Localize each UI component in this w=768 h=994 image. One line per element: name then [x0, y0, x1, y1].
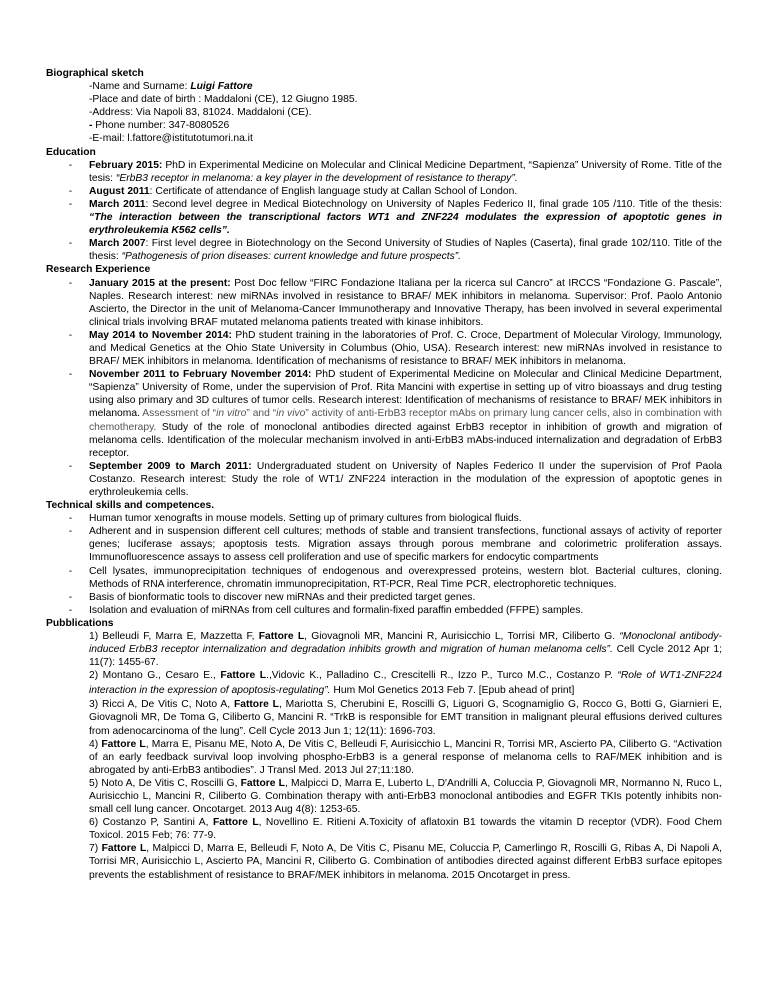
education-item: - August 2011: Certificate of attendance of English language study at Callan School of London. — [68, 185, 518, 197]
education-title: “ErbB3 receptor in melanoma: a key player in the development of resistance to therapy”. — [115, 172, 518, 184]
birth-line: -Place and date of birth : Maddaloni (CE), 12 Giugno 1985. — [89, 94, 358, 106]
education-date: August 2011 — [89, 185, 150, 197]
name-line — [46, 80, 722, 93]
bio-section — [46, 67, 722, 146]
skill-item: - Adherent and in suspension different cell cultures; methods of stable and transient transfections, functional assays of activity of reporter genes; luciferase assays; apoptosis tests. Migration assays through porous membrane and colorimetric proliferation assays. Immunofluorescence assays to assess cell proliferation and use of specific markers for endocytic compartments — [68, 526, 722, 564]
education-title: “Pathogenesis of prion diseases: current knowledge and future prospects”. — [121, 251, 462, 263]
research-date: September 2009 to March 2011: — [89, 460, 252, 472]
phone-line — [46, 119, 722, 132]
phone-dash: - — [89, 120, 96, 132]
skills-heading: Technical skills and competences. — [46, 500, 215, 512]
education-text: : First level degree in Biotechnology on the Second University of Studies of Naples (Caserta), final grade 102/110. Title of the thesis: — [89, 238, 722, 263]
skills-section — [46, 499, 722, 617]
education-date: February 2015: — [89, 159, 163, 171]
research-gray-text: Assessment of “in vitro” and “in vivo” activity of anti-ErbB3 receptor mAbs on primary lung cancer cells, also in combination with chemotherapy. — [89, 408, 722, 433]
research-section — [46, 263, 722, 499]
publication-item: 7) Fattore L, Malpicci D, Marra E, Belleudi F, Noto A, De Vitis C, Pisanu ME, Coluccia P, Camerlingo R, Roscilli G, Ribas A, Di Napoli A, Torrisi MR, Aurisicchio L, Ascierto PA, Mancini R, Ciliberto G. Combination of antibodies directed against different ErbB3 surface epitopes prevents the establishment of resistance to BRAF/MEK inhibitors in melanoma. 2015 Oncotarget in press. — [89, 843, 722, 881]
publication-item: 5) Noto A, De Vitis C, Roscilli G, Fattore L, Malpicci D, Marra E, Luberto L, D'Andrilli A, Coluccia P, Giovagnoli MR, Normanno N, Ruco L, Aurisicchio L, Mancini R, Ciliberto G. Combination therapy with anti-ErbB3 monoclonal antibodies and EGFR TKIs potently inhibits non-small cell lung cancer. Oncotarget. 2013 Aug 4(8): 1253-65. — [89, 777, 722, 816]
research-text: Undergraduated student on University of Naples Federico II under the supervision of Prof Paola Costanzo. Research interest: Study the role of WT1/ ZNF224 interaction in the modulation of the expression of apoptotic genes in erythroleukemia cells. — [89, 460, 722, 498]
publications-heading: Pubblications — [46, 617, 114, 629]
name-label: -Name and Surname: — [89, 81, 191, 93]
publication-item: 2) Montano G., Cesaro E., Fattore L.,Vidovic K., Palladino C., Crescitelli R., Izzo P., Turco M.C., Costanzo P. “Role of WT1-ZNF224 interaction in the expression of apoptosis-regulating”. Hum Mol Genetics 2013 Feb 7. [Epub ahead of print] — [89, 670, 722, 696]
publication-item: 3) Ricci A, De Vitis C, Noto A, Fattore L, Mariotta S, Cherubini E, Roscilli G, Liguori G, Scognamiglio G, Rocco G, Botti G, Giarnieri E, Giovagnoli MR, De Toma G, Ciliberto G, Mancini R. “TrkB is responsible for EMT transition in malignant pleural effusions derived cultures from adenocarcinoma of the lung”. Cell Cycle 2013 Jun 1; 12(11): 1696-703. — [89, 699, 722, 737]
education-text: : Second level degree in Medical Biotechnology on University of Naples Federico II, final grade 105 /110. Title of the thesis: — [145, 198, 722, 210]
education-text: : Certificate of attendance of English language study at Callan School of London. — [149, 185, 518, 197]
research-item: - September 2009 to March 2011: Undergraduated student on University of Naples Federico II under the supervision of Prof Paola Costanzo. Research interest: Study the role of WT1/ ZNF224 interaction in the modulation of the expression of apoptotic genes in erythroleukemia cells. — [68, 460, 722, 498]
research-text: Post Doc fellow “FIRC Fondazione Italiana per la ricerca sul Cancro” at IRCCS “Fondazione G. Pascale”, Naples. Research interest: new miRNAs involved in resistance to BRAF/ MEK inhibitors in melanoma. Supervisor: Prof. Paolo Antonio Ascierto, the Director in the unit of Melanoma-Cancer Immunotherapy and Innovative Therapy, has been involved in several experimental clinical trials involving BRAF mutated melanoma patients treated with kinase inhibitors. — [89, 277, 722, 328]
publication-item: 6) Costanzo P, Santini A, Fattore L, Novellino E. Ritieni A.Toxicity of aflatoxin B1 towards the vitamin D receptor (VDR). Food Chem Toxicol. 2015 Feb; 76: 77-9. — [89, 817, 722, 842]
education-date: March 2011 — [89, 198, 146, 210]
research-item: - January 2015 at the present: Post Doc fellow “FIRC Fondazione Italiana per la ricerca sul Cancro” at IRCCS “Fondazione G. Pascale”, Naples. Research interest: new miRNAs involved in resistance to BRAF/ MEK inhibitors in melanoma. Supervisor: Prof. Paolo Antonio Ascierto, the Director in the unit of Melanoma-Cancer Immunotherapy and Innovative Therapy, has been involved in several experimental clinical trials involving BRAF mutated melanoma patients treated with kinase inhibitors. — [68, 277, 722, 328]
research-date: January 2015 at the present: — [89, 277, 231, 289]
research-date: May 2014 to November 2014: — [89, 329, 232, 341]
publication-item: 4) Fattore L, Marra E, Pisanu ME, Noto A, De Vitis C, Belleudi F, Aurisicchio L, Mancini R, Torrisi MR, Ascierto PA, Ciliberto G. “Activation of an early feedback survival loop involving phospho-ErbB3 is a general response of melanoma cells to RAF/MEK inhibition and is abrogated by anti-ErbB3 antibodies”. J Transl Med. 2013 Jul 27;11:180. — [89, 738, 722, 776]
research-text: Study of the role of monoclonal antibodies directed against ErbB3 receptor in inhibition of growth and migration of melanoma cells. Identification of the molecular mechanism involved in anti-ErbB3 mAbs-induced internalization and degradation of ErbB3 receptor. — [89, 421, 722, 459]
education-text: PhD in Experimental Medicine on Molecular and Clinical Medicine Department, “Sapienza” University of Rome. Title of the tesis: — [89, 159, 722, 184]
person-name: Luigi Fattore — [190, 81, 253, 93]
education-title: “The interaction between the transcriptional factors WT1 and ZNF224 modulates the expression of apoptotic genes in erythroleukemia K562 cells”. — [89, 212, 722, 237]
publications-section — [46, 617, 722, 882]
publication-item: 1) Belleudi F, Marra E, Mazzetta F, Fattore L, Giovagnoli MR, Mancini R, Aurisicchio L, Torrisi MR, Ciliberto G. “Monoclonal antibody-induced ErbB3 receptor internalization and degradation inhibits growth and migration of human melanoma cells”. Cell Cycle 2012 Apr 1; 11(7): 1455-67. — [89, 631, 723, 669]
education-date: March 2007 — [89, 238, 146, 250]
research-text: PhD student of Experimental Medicine on Molecular and Clinical Medicine Department, “Sapienza” University of Rome, under the supervision of Prof. Rita Mancini with expertise in setting up of vitro bioassays and drug testing using also primary and 3D cultures of tumor cells. Research interest: Identification of mechanisms of resistance to BRAF/ MEK inhibitors in melanoma. — [89, 369, 722, 420]
research-date: November 2011 to February November 2014: — [89, 369, 312, 381]
skill-item: - Human tumor xenografts in mouse models. Setting up of primary cultures from biological fluids. — [68, 513, 522, 525]
research-text: PhD student training in the laboratories of Prof. C. Croce, Department of Molecular Virology, Immunology, and Medical Genetics at the Ohio State University in Columbus (Ohio, USA). Research interest: new miRNAs involved in resistance to BRAF/ MEK inhibitors in melanoma. Identification of mechanisms of resistance to BRAF/ MEK inhibitors in melanoma. — [89, 329, 722, 368]
skill-item: - Cell lysates, immunoprecipitation techniques of endogenous and overexpressed proteins, western blot. Bacterial cultures, cloning. Methods of RNA interference, chromatin immunoprecipitation, RT-PCR, Real Time PCR, electrophoretic techniques. — [68, 565, 722, 590]
research-heading: Research Experience — [46, 264, 151, 276]
address-line: -Address: Via Napoli 83, 81024. Maddaloni (CE). — [89, 107, 312, 119]
education-item: - March 2007: First level degree in Biotechnology on the Second University of Studies of Naples (Caserta), final grade 102/110. Title of the thesis: “Pathogenesis of prion diseases: current knowledge and future prospects”. — [68, 238, 722, 263]
research-item: - May 2014 to November 2014: PhD student training in the laboratories of Prof. C. Croce, Department of Molecular Virology, Immunology, and Medical Genetics at the Ohio State University in Columbus (Ohio, USA). Research interest: new miRNAs involved in resistance to BRAF/ MEK inhibitors in melanoma. Identification of mechanisms of resistance to BRAF/ MEK inhibitors in melanoma. — [68, 329, 722, 368]
education-item: - February 2015: PhD in Experimental Medicine on Molecular and Clinical Medicine Department, “Sapienza” University of Rome. Title of the tesis: “ErbB3 receptor in melanoma: a key player in the development of resistance to therapy”. — [68, 159, 722, 184]
phone-number: Phone number: 347-8080526 — [95, 120, 230, 132]
bio-heading: Biographical sketch — [46, 68, 144, 79]
education-section — [46, 146, 722, 264]
education-heading: Education — [46, 146, 96, 158]
skill-item: - Basis of bionformatic tools to discover new miRNAs and their predicted target genes. — [68, 591, 476, 603]
skill-item: - Isolation and evaluation of miRNAs from cell cultures and formalin-fixed paraffin embedded (FFPE) samples. — [68, 604, 584, 616]
research-item: - November 2011 to February November 2014: PhD student of Experimental Medicine on Molecular and Clinical Medicine Department, “Sapienza” University of Rome, under the supervision of Prof. Rita Mancini with expertise in setting up of vitro bioassays and drug testing using also primary and 3D cultures of tumor cells. Research interest: Identification of mechanisms of resistance to BRAF/ MEK inhibitors in melanoma. Assessment of “in vitro” and “in vivo” activity of anti-ErbB3 receptor mAbs on primary lung cancer cells, also in combination with chemotherapy. Study of the role of monoclonal antibodies directed against ErbB3 receptor in inhibition of growth and migration of melanoma cells. Identification of the molecular mechanism involved in anti-ErbB3 mAbs-induced internalization and degradation of ErbB3 receptor. — [68, 369, 722, 459]
email-line: -E-mail: l.fattore@istitutotumori.na.it — [89, 133, 253, 145]
education-item: - March 2011: Second level degree in Medical Biotechnology on University of Naples Federico II, final grade 105 /110. Title of the thesis: “The interaction between the transcriptional factors WT1 and ZNF224 modulates the expression of apoptotic genes in erythroleukemia K562 cells”. — [68, 198, 722, 237]
